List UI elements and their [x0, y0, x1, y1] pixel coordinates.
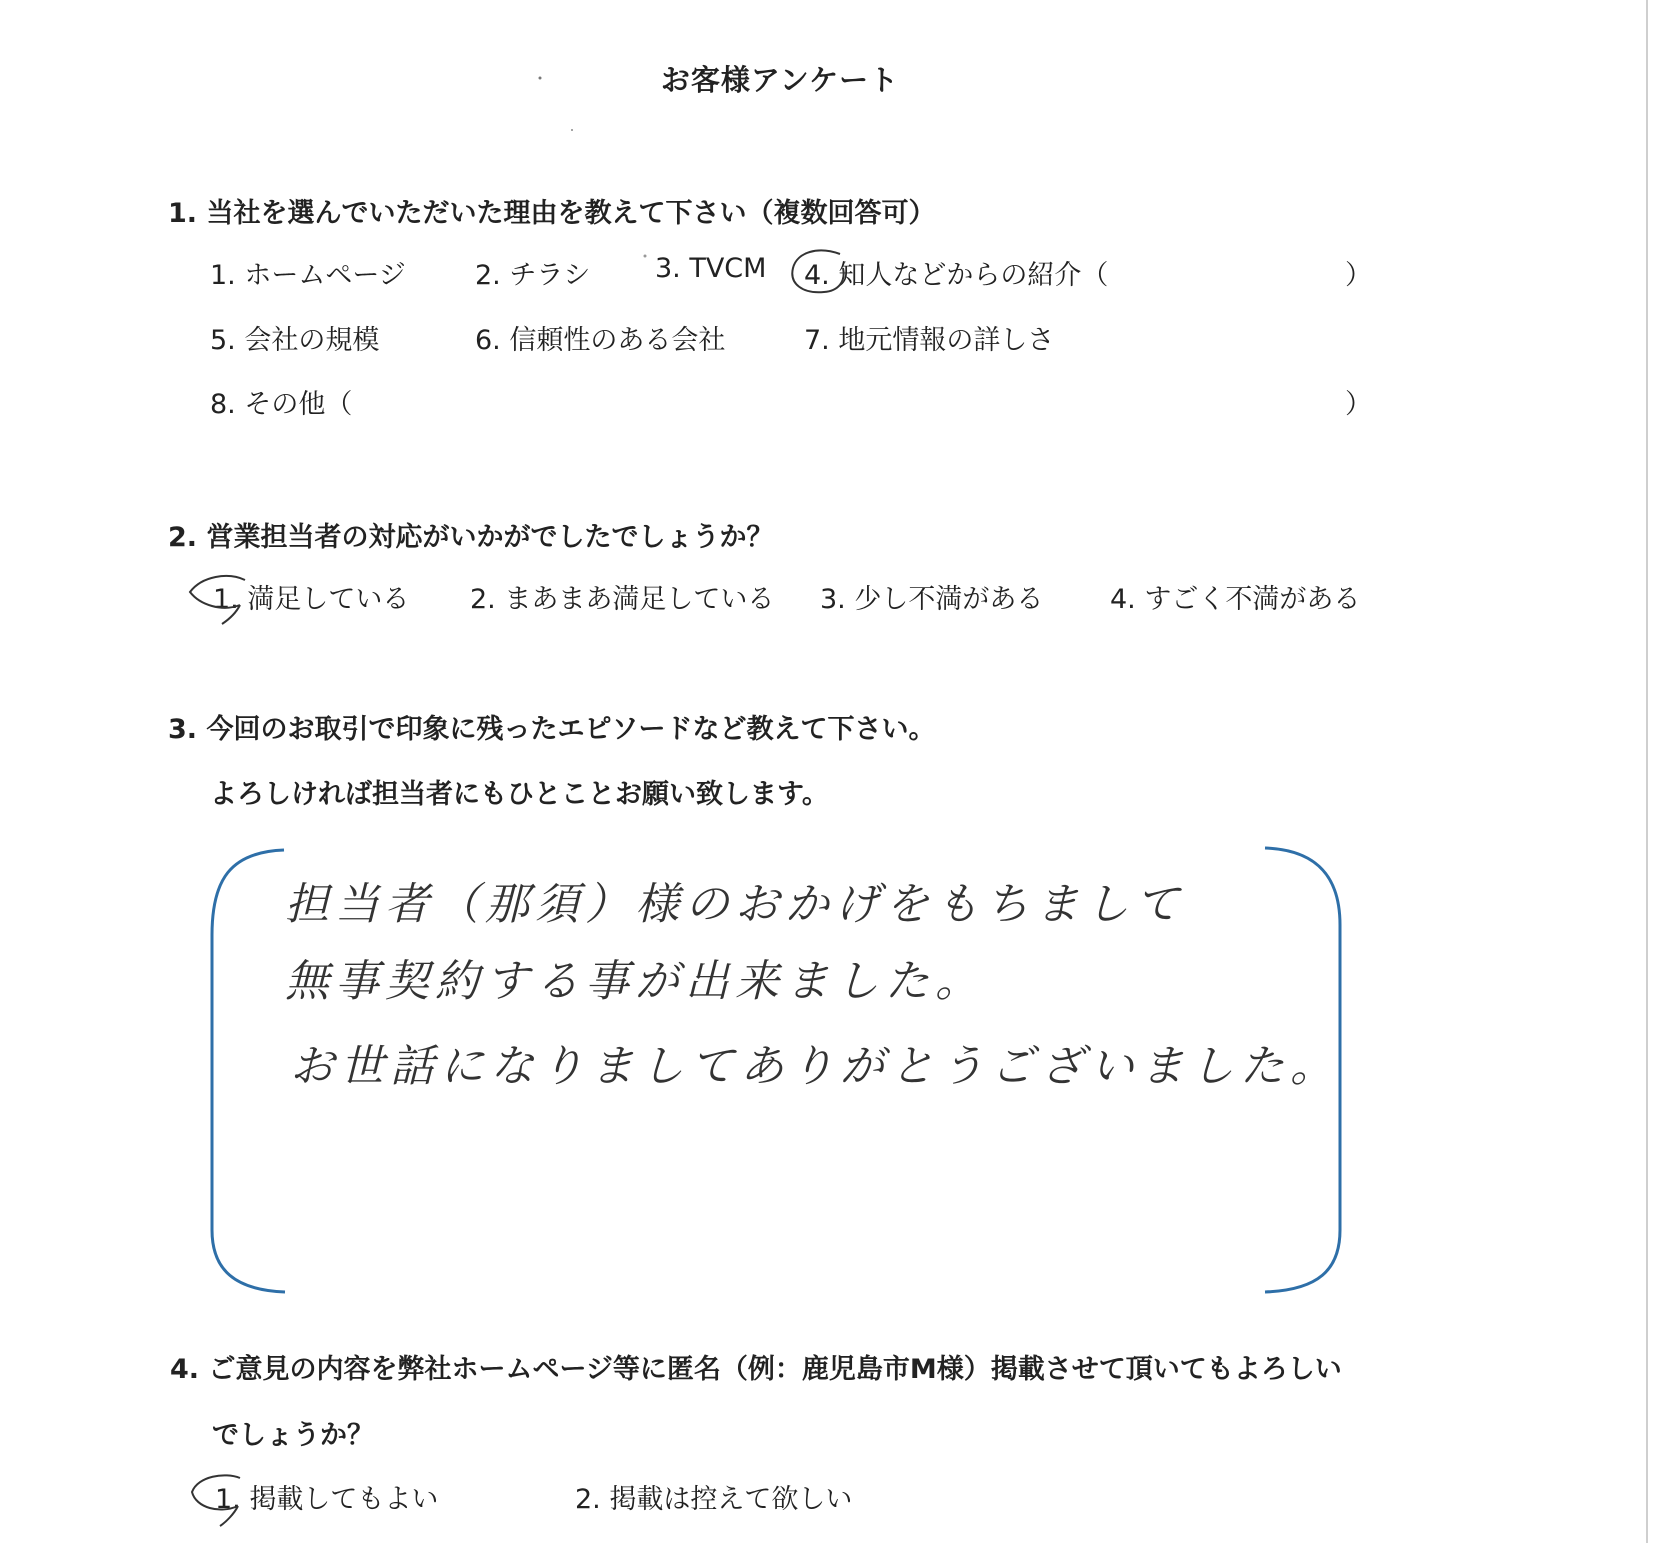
q2-option-4[interactable]: 4. すごく不満がある: [1110, 584, 1361, 615]
q1-option-5[interactable]: 5. 会社の規模: [210, 325, 380, 356]
survey-title: お客様アンケート: [660, 63, 900, 97]
q4-option-2[interactable]: 2. 掲載は控えて欲しい: [575, 1484, 853, 1515]
q1-option-8-close-paren: ）: [1345, 389, 1372, 420]
q1-option-4-close-paren: ）: [1345, 260, 1372, 291]
q4-option-1[interactable]: 1. 掲載してもよい: [215, 1484, 439, 1515]
q1-option-3[interactable]: 3. TVCM: [655, 253, 767, 284]
scan-speck: [571, 129, 573, 131]
q3-label-line1: 3. 今回のお取引で印象に残ったエピソードなど教えて下さい。: [168, 714, 936, 745]
q2-option-3[interactable]: 3. 少し不満がある: [820, 584, 1044, 615]
q1-option-8[interactable]: 8. その他（: [210, 389, 353, 420]
q1-option-4-circle-mark: [792, 250, 843, 292]
q1-option-1[interactable]: 1. ホームページ: [210, 260, 406, 291]
q2-option-1[interactable]: 1. 満足している: [213, 584, 410, 615]
q1-option-7[interactable]: 7. 地元情報の詳しさ: [804, 325, 1055, 356]
scan-speck: [539, 77, 542, 80]
q4-option-1-circle-mark: [192, 1475, 240, 1526]
q2-option-1-circle-mark: [190, 576, 245, 624]
q3-answer-line-2: 無事契約する事が出来ました。: [285, 956, 985, 1007]
scan-speck: [644, 255, 647, 258]
answer-box-left-bracket: [212, 850, 285, 1292]
q2-label: 2. 営業担当者の対応がいかがでしたでしょうか？: [168, 522, 774, 553]
q3-label-line2: よろしければ担当者にもひとことお願い致します。: [210, 779, 829, 810]
q4-label-line2: でしょうか？: [212, 1420, 374, 1451]
q1-option-6[interactable]: 6. 信頼性のある会社: [475, 325, 726, 356]
q1-option-2[interactable]: 2. チラシ: [475, 260, 591, 291]
q4-label-line1: 4. ご意見の内容を弊社ホームページ等に匿名（例：鹿児島市M様）掲載させて頂いてもよろしい: [170, 1354, 1342, 1385]
q3-answer-line-3: お世話になりましてありがとうございました。: [290, 1041, 1340, 1092]
answer-box-right-bracket: [1265, 848, 1340, 1292]
q1-label: 1. 当社を選んでいただいた理由を教えて下さい（複数回答可）: [168, 198, 936, 229]
q2-option-2[interactable]: 2. まあまあ満足している: [470, 584, 775, 615]
q1-option-4[interactable]: 4. 知人などからの紹介（: [804, 260, 1109, 291]
q3-answer-line-1: 担当者（那須）様のおかげをもちまして: [285, 879, 1185, 930]
